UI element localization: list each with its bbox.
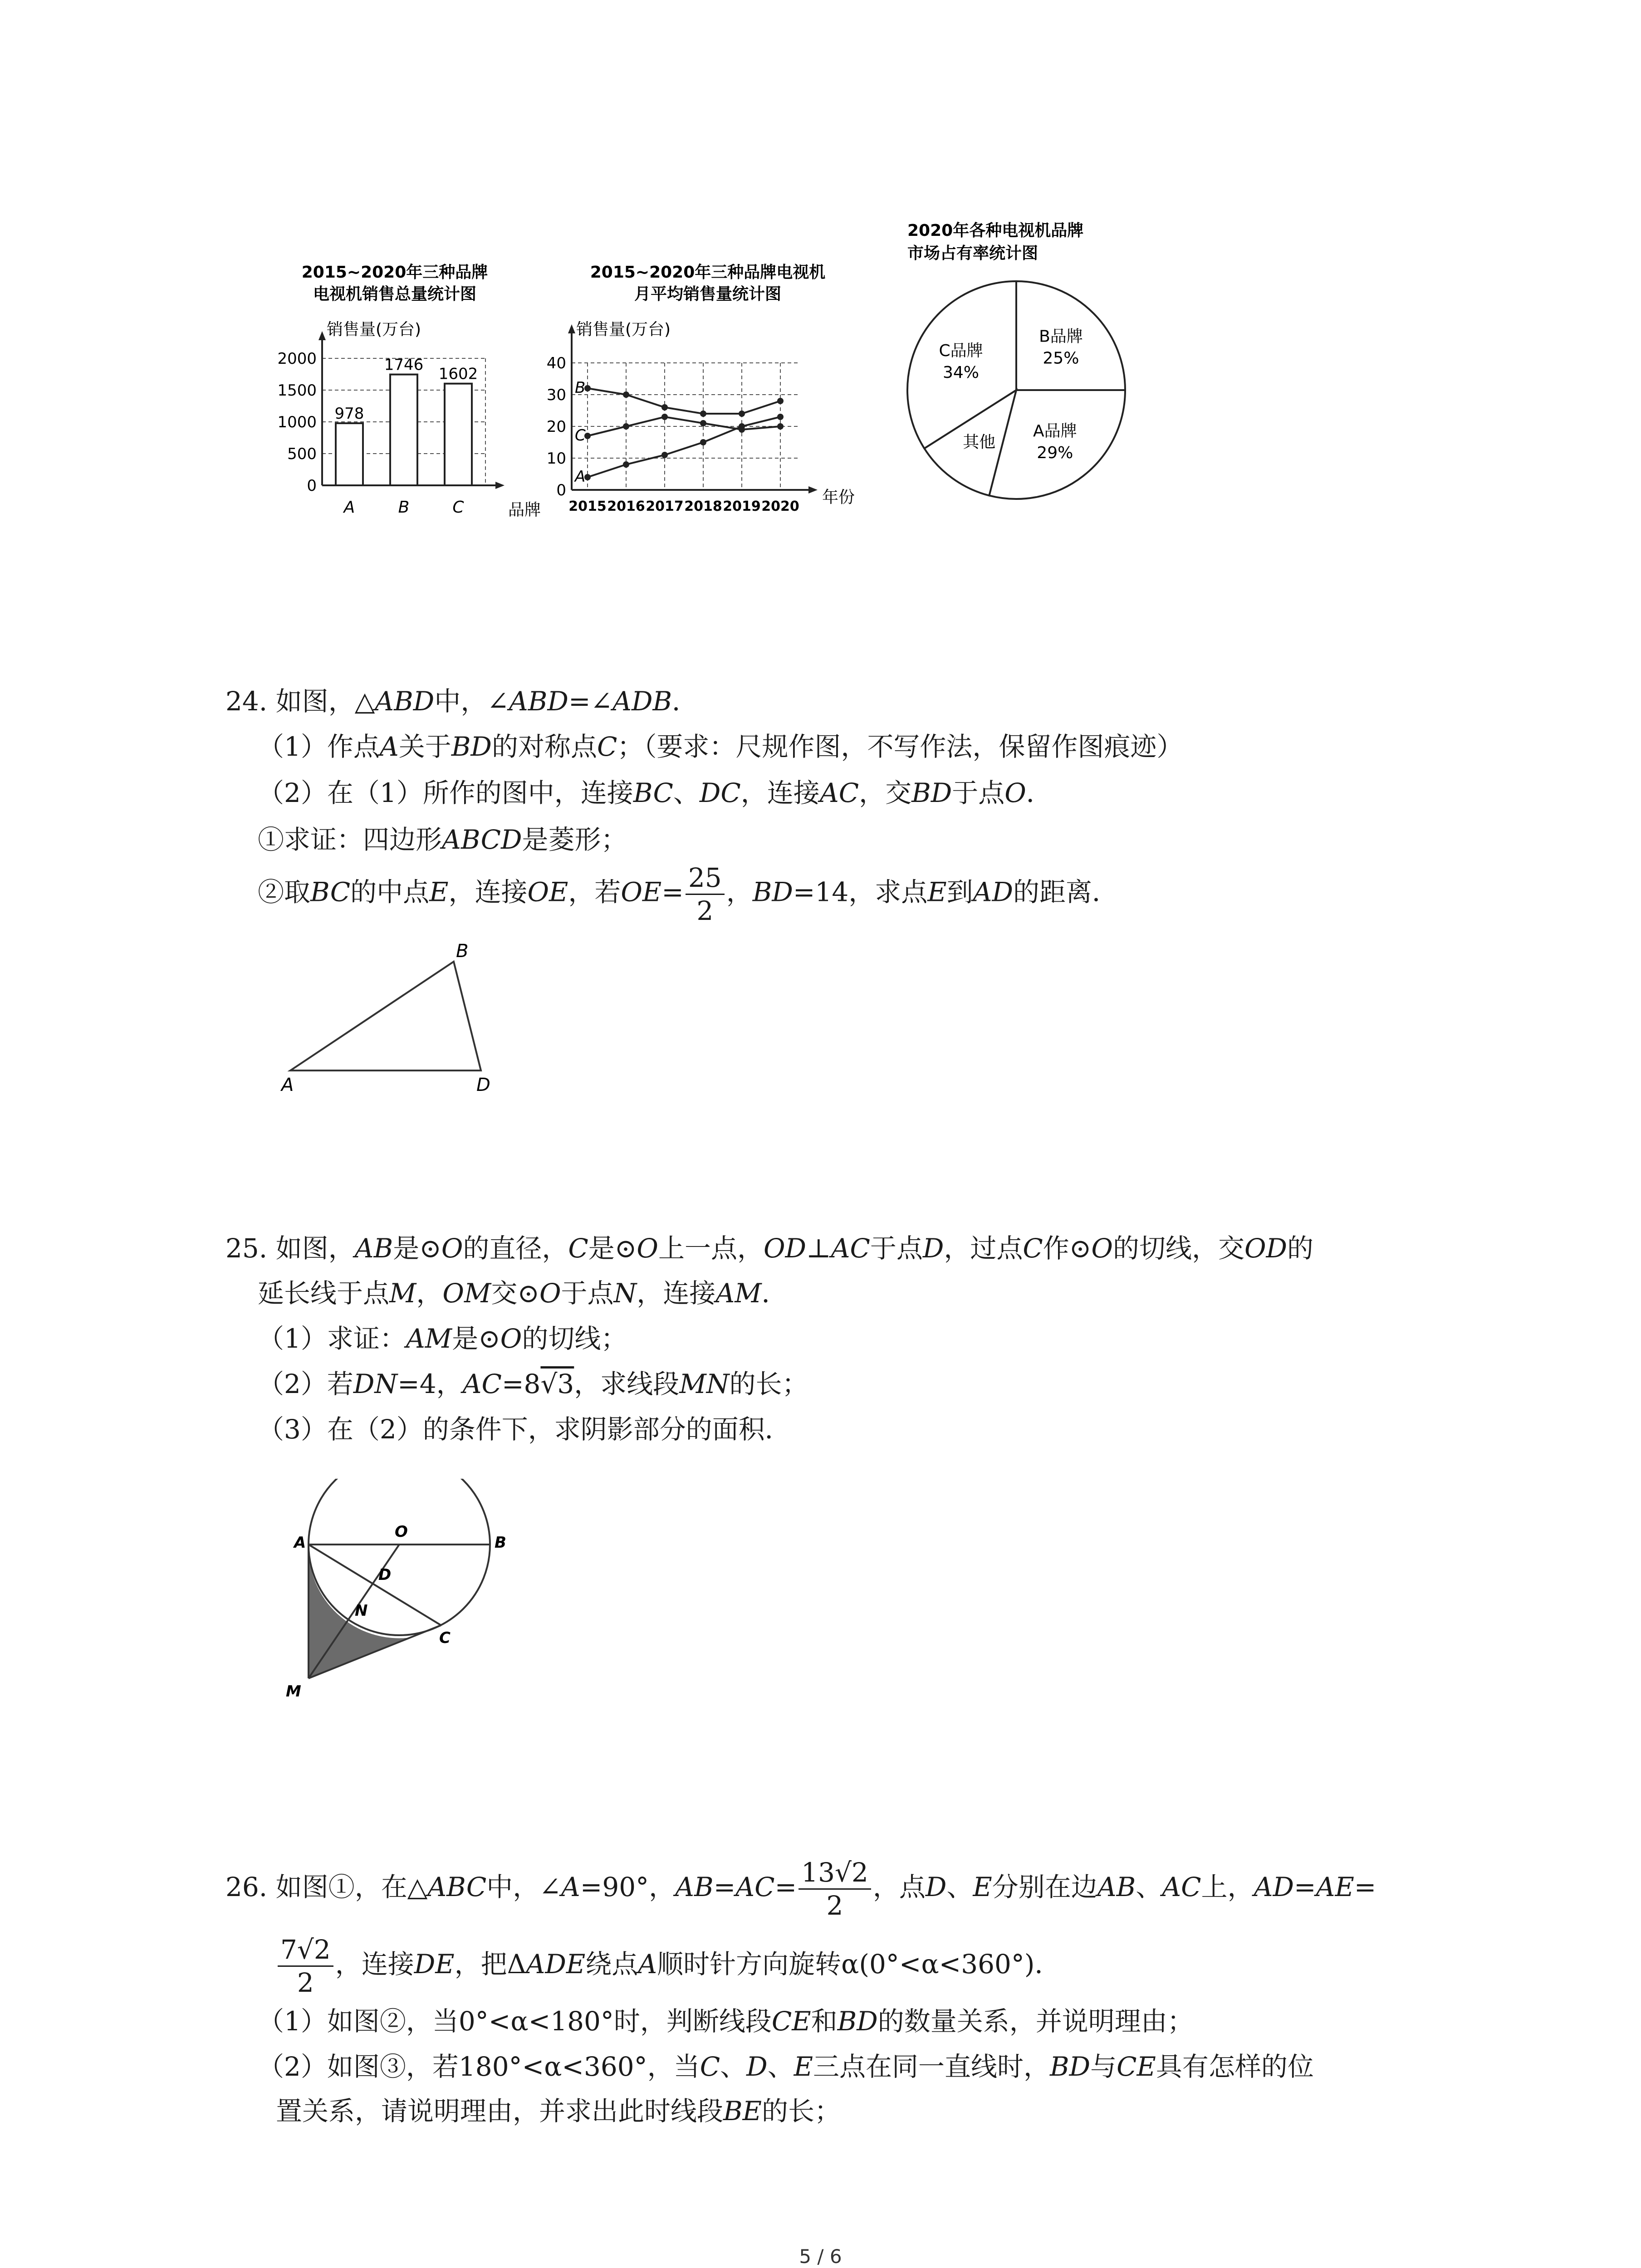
line-series-label: B (575, 379, 586, 397)
q25-part3: （3）在（2）的条件下，求阴影部分的面积． (258, 1414, 791, 1445)
bar (390, 375, 417, 485)
line-chart-y-arrow (568, 324, 575, 333)
line-y-tick-label: 40 (546, 354, 566, 372)
bar-chart-ylabel: 销售量(万台) (327, 320, 421, 339)
q25-part2: （2）若DN=4，AC=8√3，求线段MN的长； (258, 1369, 808, 1399)
pie-chart (880, 213, 1171, 522)
bar-data-label: 1746 (384, 356, 424, 374)
bar (445, 384, 472, 485)
pie-slice-label: C品牌 (939, 341, 983, 360)
line-y-tick-label: 10 (546, 450, 566, 468)
q26-stem-line1: 26. 如图①，在△ABC中，∠A=90°，AB=AC= $\frac{13√2}{2}$ ，点D、E分别在边AB、AC上，AD=AE= (225, 1857, 1376, 1921)
q24-part2: （2）在（1）所作的图中，连接BC、DC，连接AC，交BD于点O． (258, 777, 1053, 808)
q25-label-b: B (495, 1534, 506, 1552)
line-point (661, 414, 668, 420)
pie-slice-percent: 29% (1037, 443, 1073, 462)
q25-label-n: N (355, 1602, 368, 1620)
line-point (777, 423, 784, 430)
line-point (777, 414, 784, 420)
line-point (661, 404, 668, 411)
q24-label-b: B (456, 941, 469, 962)
bar-chart (254, 254, 544, 526)
bar-chart-x-arrow (495, 482, 505, 489)
line-chart-x-arrow (808, 486, 818, 494)
q26-part1: （1）如图②，当0°<α<180°时，判断线段CE和BD的数量关系，并说明理由； (258, 2006, 1194, 2037)
q26-part3: 置关系，请说明理由，并求出此时线段BE的长； (276, 2096, 841, 2126)
q26-stem-line2: $\frac{7√2}{2}$ ，连接DE，把ΔADE绕点A顺时针方向旋转α(0°<α<360°)． (276, 1928, 1061, 2000)
bar-category-label: A (343, 498, 355, 517)
pie-slice-label: A品牌 (1033, 421, 1077, 440)
line-y-tick-label: 30 (546, 386, 566, 404)
pie-slice-percent: 34% (943, 363, 980, 382)
q25-stem-line2: 延长线于点M，OM交⊙O于点N，连接AM． (258, 1278, 788, 1309)
line-point (623, 461, 629, 468)
bar-category-label: C (452, 498, 464, 517)
bar-data-label: 978 (334, 405, 364, 423)
q24-part1: （1）作点A关于BD的对称点C；（要求：尺规作图，不写作法，保留作图痕迹） (258, 731, 1183, 762)
line-point (777, 398, 784, 404)
bar-y-tick-label: 2000 (277, 350, 317, 368)
line-point (623, 423, 629, 430)
line-x-tick-label: 2017 (646, 499, 684, 514)
line-chart (540, 254, 885, 526)
q24-sub1: ①求证：四边形ABCD是菱形； (258, 824, 627, 855)
q24-label-a: A (281, 1075, 294, 1095)
line-point (661, 452, 668, 458)
line-x-tick-label: 2018 (684, 499, 722, 514)
page-number: 5 / 6 (799, 2245, 842, 2268)
bar-category-label: B (398, 498, 410, 517)
line-point (700, 411, 706, 417)
bar-chart-title-2: 电视机销售总量统计图 (313, 285, 477, 303)
line-y-tick-label: 0 (556, 481, 566, 499)
q25-stem-line1: 25. 如图，AB是⊙O的直径，C是⊙O上一点，OD⊥AC于点D，过点C作⊙O的切线，交OD的 (225, 1233, 1314, 1264)
q26-part2: （2）如图③，若180°<α<360°，当C、D、E三点在同一直线时，BD与CE具有怎样的位 (258, 2051, 1314, 2082)
bar-y-tick-label: 0 (307, 477, 317, 495)
line-point (700, 439, 706, 445)
line-point (739, 426, 745, 433)
fraction-25-over-2: $\frac{25}{2}$ (686, 862, 725, 927)
fraction-13root2-over-2: $\frac{13√2}{2}$ (798, 1857, 871, 1921)
fraction-7root2-over-2: $\frac{7√2}{2}$ (278, 1934, 333, 1999)
bar-y-tick-label: 1000 (277, 413, 317, 431)
line-y-tick-label: 20 (546, 418, 566, 436)
line-point (739, 411, 745, 417)
line-point (700, 420, 706, 426)
line-x-tick-label: 2016 (607, 499, 645, 514)
line-x-tick-label: 2019 (723, 499, 761, 514)
bar-chart-title-1: 2015~2020年三种品牌 (301, 263, 488, 282)
q25-label-m: M (286, 1682, 301, 1701)
bar-y-tick-label: 500 (287, 445, 317, 463)
pie-slice-label: 其他 (963, 433, 996, 452)
bar-chart-y-arrow (318, 331, 326, 340)
bar-y-tick-label: 1500 (277, 381, 317, 400)
line-series-label: C (575, 426, 586, 445)
bar-data-label: 1602 (438, 365, 478, 383)
line-x-tick-label: 2015 (568, 499, 607, 514)
q24-stem: 24. 如图，△ABD中，∠ABD=∠ADB． (225, 686, 699, 717)
bar (336, 423, 363, 485)
q25-label-o: O (395, 1523, 408, 1541)
q25-label-d: D (378, 1566, 392, 1584)
line-x-tick-label: 2020 (761, 499, 799, 514)
q24-sub2: ②取BC的中点E，连接OE，若OE= $\frac{25}{2}$ ，BD=14，求点E到AD的距离． (258, 862, 1118, 926)
line-chart-title-1: 2015~2020年三种品牌电视机 (590, 263, 826, 282)
pie-slice-label: B品牌 (1039, 327, 1083, 346)
q24-label-d: D (476, 1075, 490, 1095)
pie-chart-title-2: 市场占有率统计图 (907, 244, 1038, 263)
line-series-B (588, 388, 780, 414)
line-series-label: A (575, 468, 586, 486)
q25-circle (309, 1479, 490, 1635)
line-chart-ylabel: 销售量(万台) (576, 320, 671, 339)
q25-label-c: C (439, 1629, 451, 1647)
q25-figure-circle (281, 1479, 517, 1715)
pie-slice-percent: 25% (1043, 349, 1079, 368)
bar-chart-xlabel: 品牌 (508, 501, 541, 519)
pie-chart-title-1: 2020年各种电视机品牌 (907, 221, 1084, 240)
q24-figure-triangle (272, 934, 508, 1098)
line-point (623, 391, 629, 398)
line-series-A (588, 417, 780, 477)
line-chart-xlabel: 年份 (822, 488, 855, 507)
q25-label-a: A (294, 1534, 306, 1552)
line-chart-title-2: 月平均销售量统计图 (634, 285, 782, 303)
q25-part1: （1）求证：AM是⊙O的切线； (258, 1323, 627, 1354)
